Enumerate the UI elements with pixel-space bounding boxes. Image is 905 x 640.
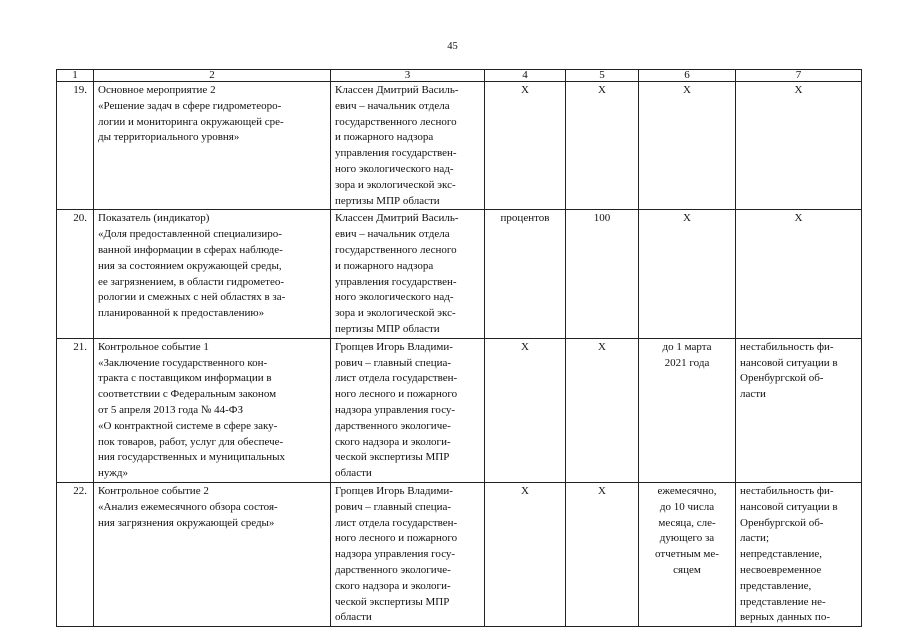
column-header: 1 — [57, 70, 94, 82]
column-number-row — [57, 70, 862, 82]
table-row — [57, 210, 862, 338]
plan-table — [56, 69, 862, 627]
table-row — [57, 82, 862, 210]
row-number: 19. — [57, 82, 94, 210]
row-number: 21. — [57, 338, 94, 482]
value-cell: Х — [566, 338, 639, 482]
responsible-person: Классен Дмитрий Василь- евич – начальник отдела государственного лесного и пожарного надзора управления государствен- ного экологического над- зора и экологической экс- пертизы МПР области — [331, 82, 485, 210]
responsible-person: Классен Дмитрий Василь- евич – начальник отдела государственного лесного и пожарного надзора управления государствен- ного экологического над- зора и экологической экс- пертизы МПР области — [331, 210, 485, 338]
unit-cell: Х — [485, 338, 566, 482]
activity-name: Контрольное событие 2 «Анализ ежемесячного обзора состоя- ния загрязнения окружающей среды» — [94, 482, 331, 626]
responsible-person: Гропцев Игорь Владими- рович – главный специа- лист отдела государствен- ного лесного и пожарного надзора управления госу- дарственного экологиче- ского надзора и экологи- ческой экспертизы МПР области — [331, 338, 485, 482]
column-header: 4 — [485, 70, 566, 82]
unit-cell: Х — [485, 82, 566, 210]
row-number: 22. — [57, 482, 94, 626]
deadline-cell: Х — [639, 82, 736, 210]
column-header: 5 — [566, 70, 639, 82]
risk-cell: нестабильность фи- нансовой ситуации в Оренбургской об- ласти; непредставление, несвоевременное представление, представление не- верных данных по- — [736, 482, 862, 626]
unit-cell: процентов — [485, 210, 566, 338]
risk-cell: Х — [736, 82, 862, 210]
table-row — [57, 338, 862, 482]
responsible-person: Гропцев Игорь Владими- рович – главный специа- лист отдела государствен- ного лесного и пожарного надзора управления госу- дарственного экологиче- ского надзора и экологи- ческой экспертизы МПР области — [331, 482, 485, 626]
row-number: 20. — [57, 210, 94, 338]
value-cell: 100 — [566, 210, 639, 338]
risk-cell: нестабильность фи- нансовой ситуации в Оренбургской об- ласти — [736, 338, 862, 482]
activity-name: Основное мероприятие 2 «Решение задач в сфере гидрометеоро- логии и мониторинга окружающей сре- ды территориального уровня» — [94, 82, 331, 210]
unit-cell: Х — [485, 482, 566, 626]
deadline-cell: до 1 марта 2021 года — [639, 338, 736, 482]
column-header: 6 — [639, 70, 736, 82]
activity-name: Контрольное событие 1 «Заключение государственного кон- тракта с поставщиком информации в соответствии с Федеральным законом от 5 апреля 2013 года № 44-ФЗ «О контрактной системе в сфере заку- пок товаров, работ, услуг для обеспече- ния государственных и муниципальных нужд» — [94, 338, 331, 482]
risk-cell: Х — [736, 210, 862, 338]
column-header: 7 — [736, 70, 862, 82]
value-cell: Х — [566, 482, 639, 626]
page-number: 45 — [447, 41, 458, 52]
table-row — [57, 482, 862, 626]
deadline-cell: ежемесячно, до 10 числа месяца, сле- дующего за отчетным ме- сяцем — [639, 482, 736, 626]
value-cell: Х — [566, 82, 639, 210]
column-header: 3 — [331, 70, 485, 82]
activity-name: Показатель (индикатор) «Доля предоставленной специализиро- ванной информации в сферах наблюде- ния за состоянием окружающей среды, ее загрязнением, в области гидрометео- рологии и смежных с ней областях в за- планированной к предоставлению» — [94, 210, 331, 338]
column-header: 2 — [94, 70, 331, 82]
deadline-cell: Х — [639, 210, 736, 338]
